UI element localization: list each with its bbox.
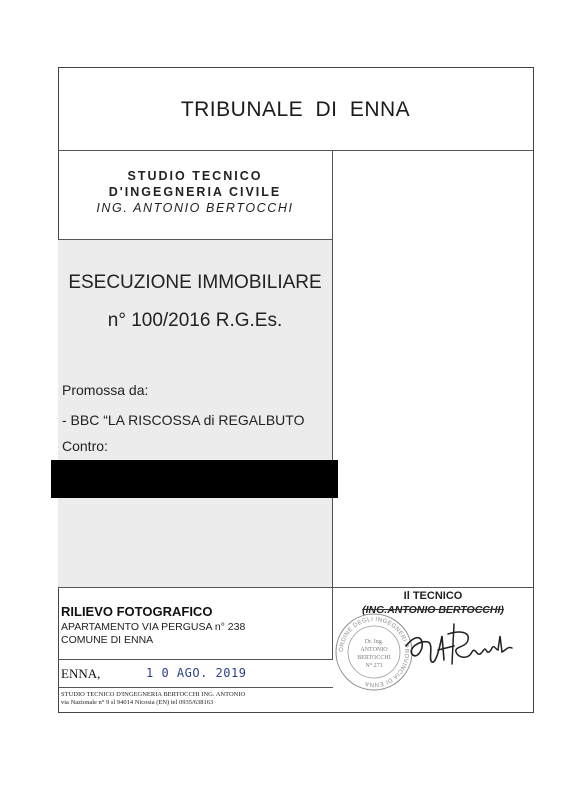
studio-engineer: ING. ANTONIO BERTOCCHI (96, 201, 294, 215)
seal-line-1: Dr. Ing. (364, 639, 384, 645)
rilievo-title: RILIEVO FOTOGRAFICO (61, 604, 213, 619)
footer-section (58, 688, 533, 711)
case-type: ESECUZIONE IMMOBILIARE (68, 272, 322, 293)
date-label: ENNA, (61, 666, 101, 681)
studio-section (58, 150, 333, 240)
right-blank-panel (333, 150, 533, 588)
seal-line-2: ANTONIO (360, 647, 388, 653)
studio-name: STUDIO TECNICO (127, 169, 263, 183)
seal-line-3: BERTOCCHI (357, 655, 391, 661)
studio-specialty: D'INGEGNERIA CIVILE (108, 185, 282, 199)
case-number: n° 100/2016 R.G.Es. (107, 310, 283, 331)
rilievo-address: APARTAMENTO VIA PERGUSA n° 238 (61, 621, 246, 633)
rilievo-section (58, 588, 333, 660)
promossa-label: Promossa da: (62, 382, 149, 398)
contro-label: Contro: (62, 438, 108, 454)
footer-address: via Nazionale n° 9 sl 94014 Nicosia (EN) tel 0935/638163 (61, 699, 214, 706)
seal-ring-text: ORDINE DEGLI INGEGNERI PROVINCIA DI ENNA (338, 616, 410, 688)
date-stamp: 1 0 AGO. 2019 (146, 666, 247, 680)
case-section (58, 240, 333, 588)
seal-line-4: N° 273 (365, 663, 383, 669)
tecnico-name: (ING.ANTONIO BERTOCCHI) (362, 604, 504, 616)
rilievo-comune: COMUNE DI ENNA (61, 634, 154, 646)
redaction-bar (51, 460, 338, 498)
header-section (58, 67, 533, 151)
signature-icon (398, 616, 518, 676)
court-title: TRIBUNALE DI ENNA (180, 98, 411, 121)
promossa-value: - BBC “LA RISCOSSA di REGALBUTO (62, 412, 305, 428)
date-section (58, 660, 333, 688)
footer-studio: STUDIO TECNICO D'INGEGNERIA BERTOCCHI ING. ANTONIO (61, 691, 246, 698)
tecnico-label: Il TECNICO (403, 590, 463, 602)
